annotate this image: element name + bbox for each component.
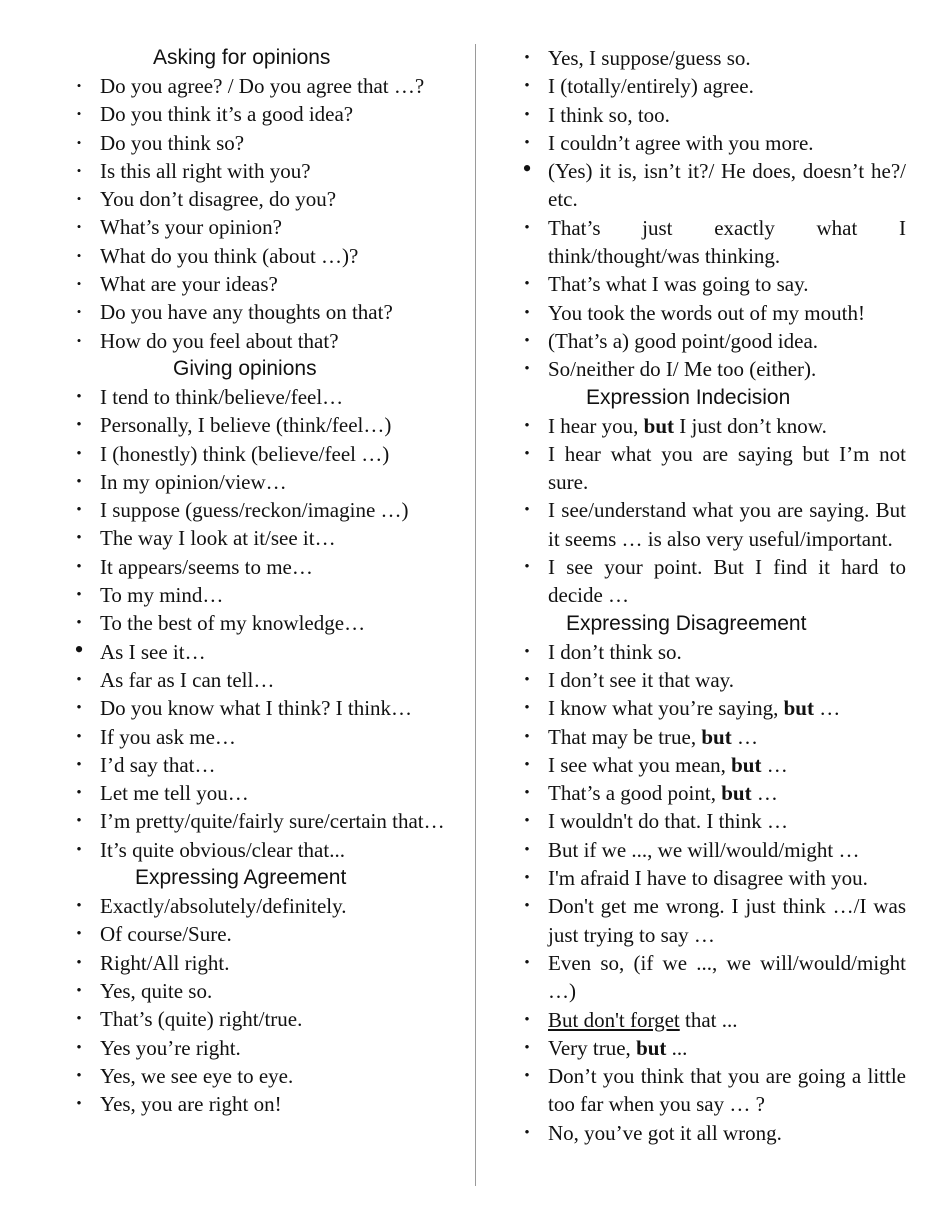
list-item	[518, 1034, 906, 1062]
bullet-icon: •	[524, 78, 530, 95]
list-item-text: To my mind…	[100, 583, 224, 608]
list-item	[518, 72, 906, 100]
list-item	[70, 779, 458, 807]
bullet-icon: •	[524, 898, 530, 915]
list-item	[518, 694, 906, 722]
list-item	[70, 213, 458, 241]
list-item-text: Don't get me wrong. I just think …/I was just trying to say …	[548, 894, 906, 947]
list-item-text: Even so, (if we ..., we will/would/might …)	[548, 950, 906, 1004]
bullet-icon: •	[524, 417, 530, 434]
list-item-text: I'm afraid I have to disagree with you.	[548, 866, 868, 891]
bullet-icon: •	[76, 106, 82, 122]
list-item	[518, 496, 906, 553]
section-title-expressing-disagreement	[518, 610, 906, 638]
left-column	[70, 44, 458, 1118]
section-title-expression-indecision	[518, 384, 906, 412]
list-item	[518, 355, 906, 383]
list-item	[518, 1062, 906, 1119]
bullet-icon: •	[76, 841, 82, 858]
list-item	[70, 327, 458, 355]
list-item-text: In my opinion/view…	[100, 469, 287, 494]
list-item	[518, 101, 906, 129]
bullet-icon: •	[76, 473, 82, 490]
bullet-icon: •	[76, 558, 82, 575]
list-item	[70, 836, 458, 864]
list-item-text: Right/All right.	[100, 950, 230, 975]
section-title-text: Asking for opinions	[153, 46, 331, 69]
bullet-icon: •	[524, 106, 530, 123]
list-item	[518, 892, 906, 949]
list-item-text: That’s (quite) right/true.	[100, 1007, 303, 1032]
bullet-icon: •	[524, 134, 530, 151]
phrase-list	[70, 383, 458, 864]
bullet-icon: •	[76, 78, 82, 93]
list-item-text: I think so, too.	[548, 102, 670, 127]
bullet-icon: •	[76, 276, 82, 292]
list-item-text: Do you have any thoughts on that?	[100, 300, 393, 325]
bullet-icon: •	[76, 332, 82, 348]
bullet-icon: •	[76, 388, 82, 405]
list-item	[518, 327, 906, 355]
section-title-text: Expressing Disagreement	[566, 611, 807, 635]
list-item	[70, 440, 458, 468]
list-item	[70, 100, 458, 128]
list-item-text: Do you think so?	[100, 130, 245, 155]
list-item-text: I tend to think/believe/feel…	[100, 384, 344, 409]
section-title-text: Expression Indecision	[586, 385, 791, 409]
list-item-text: No, you’ve got it all wrong.	[548, 1120, 782, 1145]
bullet-icon: •	[524, 870, 530, 887]
bullet-icon: •	[524, 1068, 530, 1085]
list-item	[70, 977, 458, 1005]
list-item	[518, 638, 906, 666]
bullet-icon: •	[522, 154, 532, 184]
bullet-icon: •	[524, 728, 530, 745]
bullet-icon: •	[76, 700, 82, 717]
list-item-text: I’d say that…	[100, 752, 216, 777]
section-title-text: Expressing Agreement	[135, 866, 347, 890]
list-item	[70, 383, 458, 411]
list-item-text: Do you know what I think? I think…	[100, 696, 413, 721]
list-item	[518, 440, 906, 497]
bullet-icon: •	[524, 671, 530, 688]
list-item-text: Don’t you think that you are going a little too far when you say … ?	[548, 1064, 906, 1117]
list-item-text: Very true, but ...	[548, 1035, 688, 1060]
list-item	[518, 779, 906, 807]
list-item-text: What are your ideas?	[100, 272, 278, 297]
list-item	[518, 949, 906, 1006]
section-title-expressing-agreement	[70, 864, 458, 892]
section-title-text: Giving opinions	[173, 356, 317, 380]
list-item	[518, 723, 906, 751]
bullet-icon: •	[524, 813, 530, 830]
bullet-icon: •	[76, 982, 82, 999]
list-item-text: I see/understand what you are saying. But it seems … is also very useful/important.	[548, 498, 906, 551]
list-item-text: Yes, you are right on!	[100, 1092, 282, 1117]
bullet-icon: •	[76, 1096, 82, 1113]
list-item-text: That’s a good point, but …	[548, 781, 778, 806]
list-item	[70, 524, 458, 552]
list-item-text: I see what you mean, but …	[548, 752, 788, 777]
list-item-text: That’s just exactly what I think/thought/was thinking.	[548, 215, 906, 269]
bullet-icon: •	[524, 1039, 530, 1056]
bullet-icon: •	[76, 1039, 82, 1056]
list-item-text: Do you agree? / Do you agree that …?	[100, 74, 425, 98]
bullet-icon: •	[524, 756, 530, 773]
list-item	[70, 949, 458, 977]
list-item-text: The way I look at it/see it…	[100, 526, 336, 551]
bullet-icon: •	[524, 1011, 530, 1028]
bullet-icon: •	[76, 785, 82, 802]
list-item	[70, 496, 458, 524]
list-item-text: It’s quite obvious/clear that...	[100, 837, 345, 862]
bullet-icon: •	[76, 587, 82, 604]
list-item	[70, 1090, 458, 1118]
list-item	[70, 242, 458, 270]
list-item	[70, 634, 458, 666]
list-item	[70, 185, 458, 213]
list-item	[70, 468, 458, 496]
list-item-text: I (honestly) think (believe/feel …)	[100, 441, 390, 466]
list-item	[70, 157, 458, 185]
list-item-text: It appears/seems to me…	[100, 554, 313, 579]
list-item	[518, 864, 906, 892]
list-item	[518, 299, 906, 327]
list-item-text: But don't forget that ...	[548, 1007, 738, 1032]
bullet-icon: •	[76, 1011, 82, 1028]
bullet-icon: •	[76, 417, 82, 434]
bullet-icon: •	[524, 219, 530, 236]
list-item	[70, 1062, 458, 1090]
bullet-icon: •	[524, 304, 530, 321]
bullet-icon: •	[76, 813, 82, 830]
bullet-icon: •	[524, 1124, 530, 1141]
list-item	[70, 1034, 458, 1062]
list-item	[518, 836, 906, 864]
list-item-text: As I see it…	[100, 639, 206, 664]
section-title-giving-opinions	[70, 355, 458, 383]
bullet-icon: •	[76, 134, 82, 150]
list-item	[518, 807, 906, 835]
bullet-icon: •	[76, 162, 82, 178]
list-item-text: Personally, I believe (think/feel…)	[100, 413, 392, 438]
bullet-icon: •	[524, 841, 530, 858]
bullet-icon: •	[76, 530, 82, 547]
bullet-icon: •	[76, 615, 82, 632]
bullet-icon: •	[74, 634, 84, 664]
list-item	[70, 129, 458, 157]
list-item	[70, 553, 458, 581]
list-item-text: You took the words out of my mouth!	[548, 300, 865, 325]
list-item-text: To the best of my knowledge…	[100, 611, 366, 636]
list-item-text: I couldn’t agree with you more.	[548, 130, 814, 155]
bullet-icon: •	[524, 50, 530, 66]
list-item	[70, 411, 458, 439]
bullet-icon: •	[76, 304, 82, 320]
list-item-text: I see your point. But I find it hard to decide …	[548, 555, 906, 608]
list-item-text: As far as I can tell…	[100, 667, 275, 692]
list-item-text: I wouldn't do that. I think …	[548, 809, 789, 834]
list-item	[70, 270, 458, 298]
list-item-text: I know what you’re saying, but …	[548, 696, 841, 721]
list-item	[518, 1119, 906, 1147]
bullet-icon: •	[524, 332, 530, 349]
bullet-icon: •	[76, 1067, 82, 1084]
list-item-text: I don’t think so.	[548, 639, 682, 664]
list-item-text: What’s your opinion?	[100, 215, 282, 240]
bullet-icon: •	[76, 502, 82, 519]
bullet-icon: •	[524, 559, 530, 576]
bullet-icon: •	[524, 361, 530, 378]
list-item	[70, 723, 458, 751]
right-column	[518, 44, 906, 1147]
list-item-text: I hear you, but I just don’t know.	[548, 413, 827, 438]
list-item	[518, 666, 906, 694]
list-item	[518, 129, 906, 157]
phrase-list	[70, 72, 458, 355]
bullet-icon: •	[76, 445, 82, 462]
list-item	[70, 694, 458, 722]
bullet-icon: •	[76, 926, 82, 943]
list-item	[70, 807, 458, 835]
list-item	[518, 154, 906, 214]
list-item-text: Yes, I suppose/guess so.	[548, 46, 751, 70]
list-item-text: Yes, quite so.	[100, 978, 213, 1003]
list-item-text: I’m pretty/quite/fairly sure/certain that…	[100, 809, 445, 834]
list-item-text: I (totally/entirely) agree.	[548, 74, 754, 99]
bullet-icon: •	[76, 728, 82, 745]
list-item-text: That may be true, but …	[548, 724, 758, 749]
list-item	[70, 298, 458, 326]
list-item-text: Yes you’re right.	[100, 1035, 241, 1060]
bullet-icon: •	[524, 954, 530, 971]
list-item-text: But if we ..., we will/would/might …	[548, 837, 860, 862]
bullet-icon: •	[524, 276, 530, 293]
list-item-text: I suppose (guess/reckon/imagine …)	[100, 498, 409, 523]
list-item	[518, 412, 906, 440]
list-item	[70, 892, 458, 920]
list-item-text: If you ask me…	[100, 724, 236, 749]
bullet-icon: •	[524, 700, 530, 717]
list-item	[70, 1005, 458, 1033]
bullet-icon: •	[76, 247, 82, 263]
list-item	[70, 920, 458, 948]
list-item-text: Is this all right with you?	[100, 158, 311, 183]
phrase-list	[518, 412, 906, 610]
list-item	[518, 553, 906, 610]
list-item-text: I hear what you are saying but I’m not sure.	[548, 441, 906, 495]
list-item-text: Do you think it’s a good idea?	[100, 102, 354, 127]
bullet-icon: •	[76, 219, 82, 235]
list-item-text: Let me tell you…	[100, 781, 249, 806]
list-item	[70, 72, 458, 100]
list-item-text: Yes, we see eye to eye.	[100, 1063, 294, 1088]
list-item	[70, 581, 458, 609]
bullet-icon: •	[524, 502, 530, 519]
section-title-asking-for-opinions	[70, 44, 458, 72]
phrase-list	[70, 892, 458, 1118]
list-item-text: Of course/Sure.	[100, 922, 232, 947]
list-item	[70, 751, 458, 779]
bullet-icon: •	[76, 191, 82, 207]
column-divider	[475, 44, 476, 1186]
bullet-icon: •	[76, 756, 82, 773]
list-item-text: (That’s a) good point/good idea.	[548, 328, 819, 353]
list-item-text: What do you think (about …)?	[100, 243, 359, 268]
bullet-icon: •	[524, 785, 530, 802]
bullet-icon: •	[524, 643, 530, 660]
phrase-list	[518, 638, 906, 1147]
bullet-icon: •	[76, 671, 82, 688]
list-item-text: So/neither do I/ Me too (either).	[548, 357, 817, 382]
list-item	[518, 44, 906, 72]
list-item-text: That’s what I was going to say.	[548, 272, 809, 297]
list-item	[518, 1006, 906, 1034]
list-item	[70, 609, 458, 637]
list-item-text: How do you feel about that?	[100, 328, 339, 353]
list-item-text: I don’t see it that way.	[548, 667, 735, 692]
list-item-text: You don’t disagree, do you?	[100, 187, 337, 212]
list-item	[518, 751, 906, 779]
bullet-icon: •	[524, 445, 530, 462]
list-item	[518, 214, 906, 271]
phrase-list	[518, 44, 906, 384]
list-item	[70, 666, 458, 694]
list-item-text: Exactly/absolutely/definitely.	[100, 894, 347, 919]
list-item-text: (Yes) it is, isn’t it?/ He does, doesn’t he?/ etc.	[548, 159, 906, 212]
bullet-icon: •	[76, 898, 82, 915]
bullet-icon: •	[76, 954, 82, 971]
list-item	[518, 270, 906, 298]
